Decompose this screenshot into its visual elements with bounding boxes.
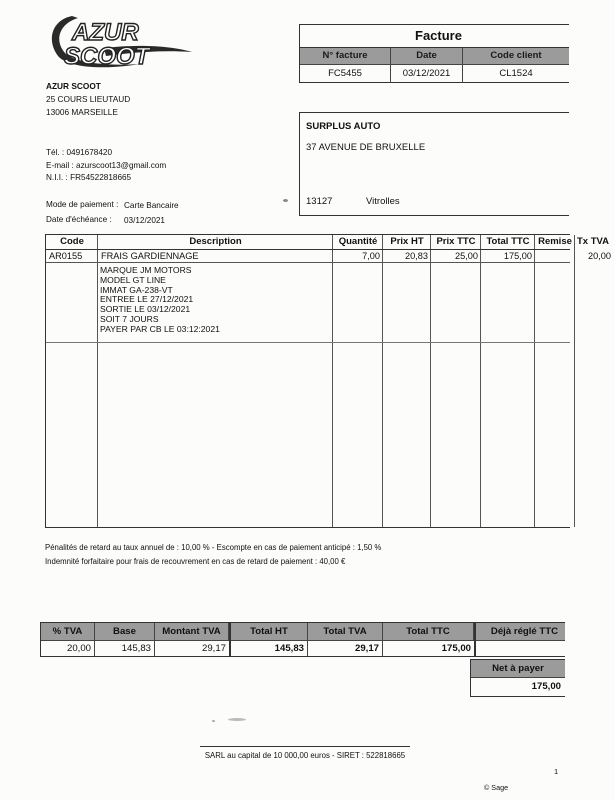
client-postcode: 13127 bbox=[306, 196, 333, 207]
recovery-fee-note: Indemnité forfaitaire pour frais de recouvrement en cas de retard de paiement : 40,00 € bbox=[45, 557, 346, 566]
supplier-block bbox=[46, 80, 130, 119]
total-ttc: 175,00 bbox=[383, 640, 474, 656]
deja-regle-value bbox=[476, 640, 565, 656]
detail-line: ENTREE LE 27/12/2021 bbox=[100, 294, 194, 305]
net-a-payer-value: 175,00 bbox=[471, 677, 565, 696]
header-prix-ttc: Prix TTC bbox=[436, 236, 476, 247]
total-ht-header: Total HT bbox=[231, 623, 308, 640]
item-details bbox=[100, 266, 220, 335]
payment-label: Mode de paiement : bbox=[46, 200, 119, 209]
column-quantity bbox=[333, 235, 383, 527]
tva-amount: 29,17 bbox=[155, 640, 229, 656]
scan-speck bbox=[228, 718, 246, 721]
detail-line: IMMAT GA-238-VT bbox=[100, 284, 173, 295]
item-total-ttc: 175,00 bbox=[503, 251, 532, 261]
detail-line: MARQUE JM MOTORS bbox=[100, 265, 192, 275]
header-code: Code bbox=[60, 236, 84, 247]
supplier-email: E-mail : azurscoot13@gmail.com bbox=[46, 161, 167, 170]
supplier-address1: 25 COURS LIEUTAUD bbox=[46, 94, 131, 104]
item-prix-ttc: 25,00 bbox=[455, 251, 478, 261]
invoice-header-box bbox=[299, 24, 569, 83]
footer-divider bbox=[200, 746, 410, 747]
detail-line: PAYER PAR CB LE 03:12:2021 bbox=[100, 323, 220, 334]
column-total-ttc bbox=[481, 235, 535, 527]
items-table bbox=[45, 234, 611, 528]
page-number: 1 bbox=[554, 767, 559, 776]
deja-regle-header: Déjà réglé TTC bbox=[476, 623, 565, 640]
client-address: 37 AVENUE DE BRUXELLE bbox=[306, 142, 426, 153]
items-header-row bbox=[46, 235, 610, 250]
deja-regle-box bbox=[475, 622, 565, 657]
column-remise bbox=[535, 235, 575, 527]
item-prix-ht: 20,83 bbox=[405, 251, 428, 261]
supplier-phone: Tél. : 0491678420 bbox=[46, 148, 113, 157]
invoice-date-header: Date bbox=[391, 48, 463, 64]
detail-line: MODEL GT LINE bbox=[100, 274, 166, 285]
item-code: AR0155 bbox=[49, 251, 83, 261]
client-code-header: Code client bbox=[463, 48, 569, 64]
company-logo bbox=[44, 10, 194, 72]
column-prix-ttc bbox=[431, 235, 481, 527]
tva-rate: 20,00 bbox=[41, 640, 95, 656]
invoice-date: 03/12/2021 bbox=[391, 64, 463, 83]
detail-line: SOIT 7 JOURS bbox=[100, 313, 159, 324]
item-quantity: 7,00 bbox=[362, 251, 380, 261]
header-prix-ht: Prix HT bbox=[390, 236, 424, 247]
client-address-box bbox=[299, 112, 569, 216]
detail-line: SORTIE LE 03/12/2021 bbox=[100, 304, 191, 315]
client-name: SURPLUS AUTO bbox=[306, 121, 381, 132]
scan-speck bbox=[283, 199, 288, 202]
scan-speck bbox=[212, 720, 215, 722]
due-value: 03/12/2021 bbox=[124, 216, 165, 225]
header-remise: Remise bbox=[538, 236, 572, 247]
header-total-ttc: Total TTC bbox=[486, 236, 530, 247]
footer-legal: SARL au capital de 10 000,00 euros - SIRET : 522818665 bbox=[204, 751, 406, 760]
invoice-number-header: N° facture bbox=[300, 48, 391, 64]
total-tva: 29,17 bbox=[308, 640, 383, 656]
net-a-payer-box bbox=[470, 659, 565, 697]
totals-table bbox=[230, 622, 475, 657]
tva-base: 145,83 bbox=[95, 640, 155, 656]
payment-value: Carte Bancaire bbox=[124, 201, 179, 210]
client-city: Vitrolles bbox=[366, 196, 400, 207]
late-penalty-note: Pénalités de retard au taux annuel de : 10,00 % - Escompte en cas de paiement anticipé : 1,50 % bbox=[45, 543, 382, 552]
tva-rate-header: % TVA bbox=[41, 623, 95, 640]
column-code bbox=[46, 235, 98, 527]
header-tx-tva: Tx TVA bbox=[577, 236, 610, 247]
supplier-name: AZUR SCOOT bbox=[46, 81, 101, 91]
tva-amount-header: Montant TVA bbox=[155, 623, 229, 640]
total-ttc-header: Total TTC bbox=[383, 623, 474, 640]
invoice-title: Facture bbox=[300, 25, 569, 48]
supplier-address2: 13006 MARSEILLE bbox=[46, 107, 118, 117]
invoice-number: FC5455 bbox=[300, 64, 391, 83]
tva-table bbox=[40, 622, 230, 657]
header-description: Description bbox=[189, 236, 242, 247]
column-prix-ht bbox=[383, 235, 431, 527]
software-credit: © Sage bbox=[484, 783, 509, 792]
details-separator bbox=[46, 342, 570, 343]
supplier-nii: N.I.I. : FR54522818665 bbox=[46, 173, 132, 182]
header-quantity: Quantité bbox=[338, 236, 378, 247]
total-tva-header: Total TVA bbox=[308, 623, 383, 640]
table-row bbox=[46, 250, 611, 263]
logo-line1: AZUR bbox=[72, 19, 139, 46]
client-code: CL1524 bbox=[463, 64, 569, 83]
item-description: FRAIS GARDIENNAGE bbox=[101, 251, 199, 261]
net-a-payer-header: Net à payer bbox=[471, 660, 565, 677]
item-tx-tva: 20,00 bbox=[588, 251, 611, 261]
logo-line2: SCOOT bbox=[64, 43, 150, 70]
total-ht: 145,83 bbox=[231, 640, 308, 656]
tva-base-header: Base bbox=[95, 623, 155, 640]
due-label: Date d'échéance : bbox=[46, 215, 112, 224]
